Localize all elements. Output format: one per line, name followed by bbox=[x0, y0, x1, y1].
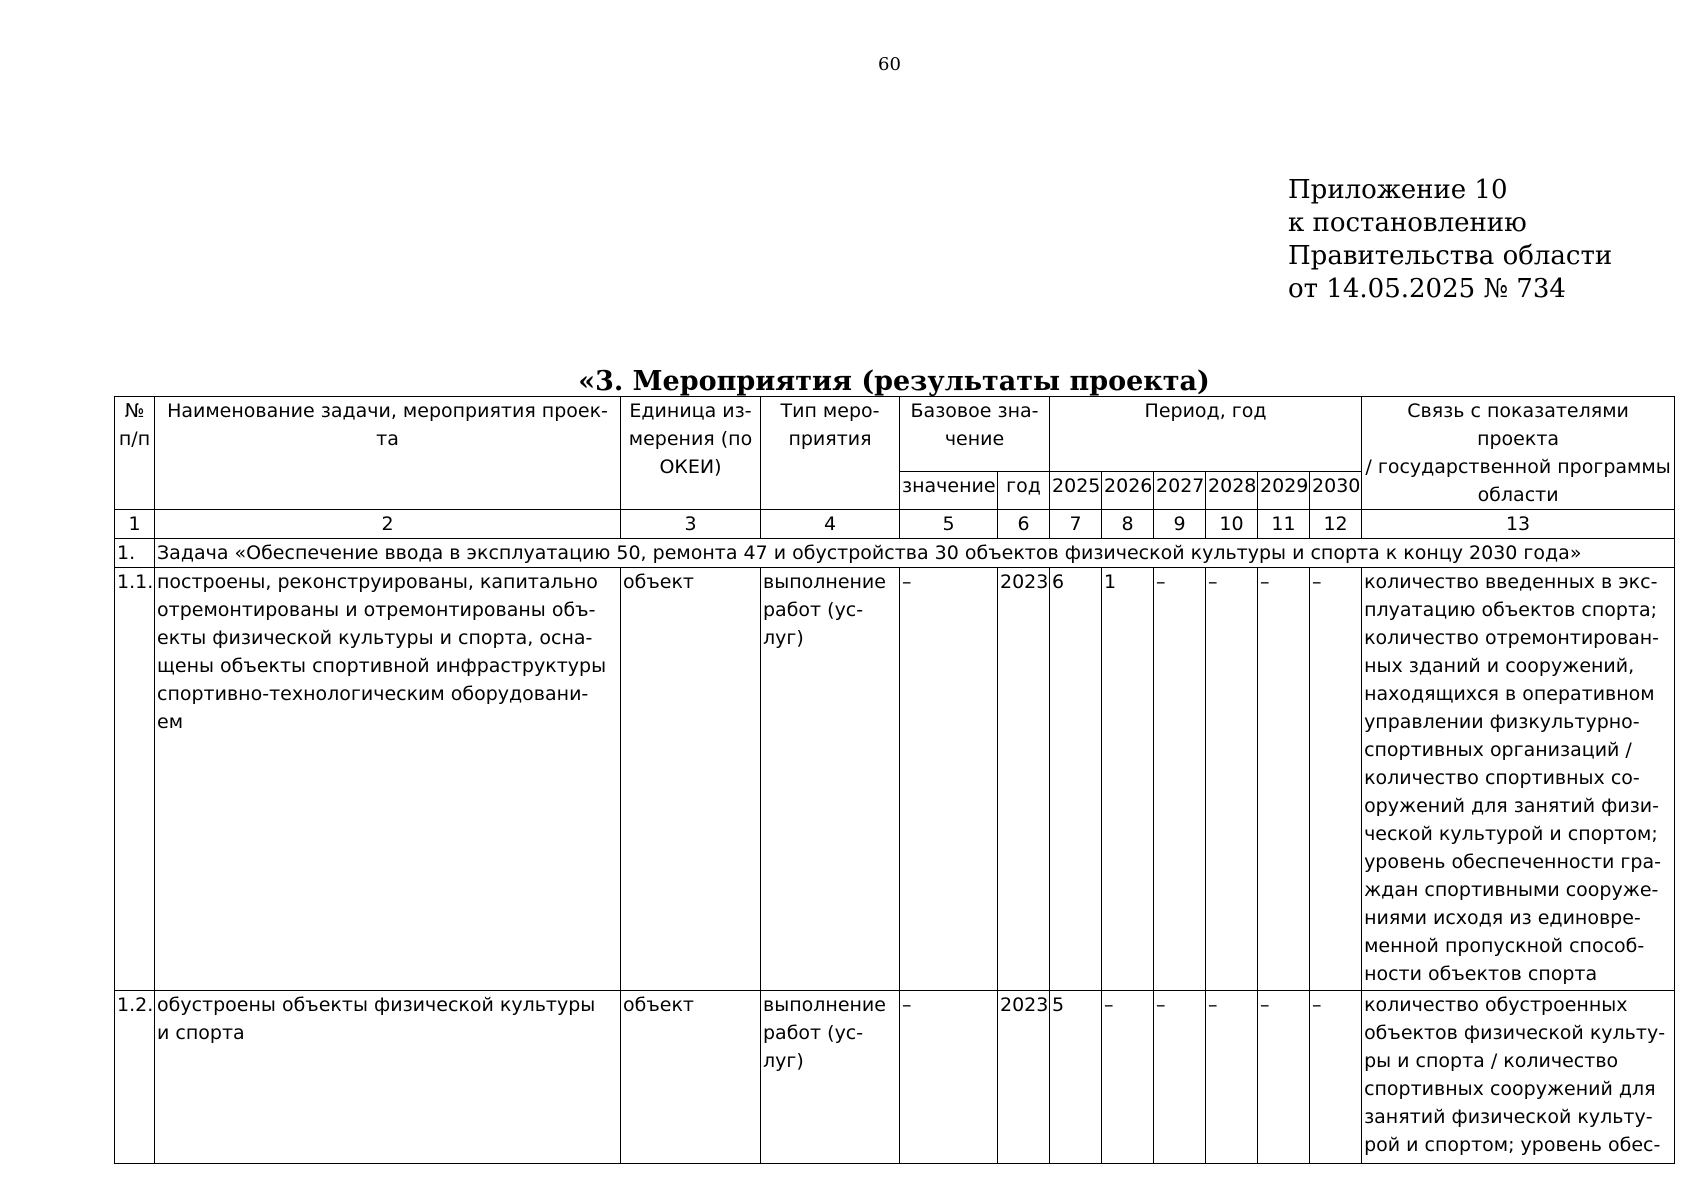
header-name: Наименование задачи, мероприятия проек- та bbox=[155, 397, 621, 510]
column-number: 10 bbox=[1206, 510, 1258, 539]
row-num: 1.2. bbox=[115, 991, 155, 1164]
column-number: 9 bbox=[1154, 510, 1206, 539]
row-year-value: 5 bbox=[1050, 991, 1102, 1164]
row-type: выполнение работ (ус- луг) bbox=[761, 991, 900, 1164]
appendix-line: от 14.05.2025 № 734 bbox=[1288, 274, 1566, 304]
header-year: 2027 bbox=[1154, 471, 1206, 509]
header-year: 2025 bbox=[1050, 471, 1102, 509]
header-type: Тип меро- приятия bbox=[761, 397, 900, 510]
row-unit: объект bbox=[621, 991, 761, 1164]
column-number: 4 bbox=[761, 510, 900, 539]
row-year-value: – bbox=[1154, 991, 1206, 1164]
row-year-value: – bbox=[1154, 568, 1206, 991]
task-num: 1. bbox=[115, 539, 155, 568]
header-year: 2030 bbox=[1310, 471, 1362, 509]
row-name: обустроены объекты физической культуры и спорта bbox=[155, 991, 621, 1164]
column-number-row bbox=[115, 510, 1675, 539]
appendix-line: Правительства области bbox=[1288, 241, 1613, 271]
column-number: 11 bbox=[1258, 510, 1310, 539]
row-base-year: 2023 bbox=[998, 568, 1050, 991]
column-number: 8 bbox=[1102, 510, 1154, 539]
header-unit: Единица из- мерения (по ОКЕИ) bbox=[621, 397, 761, 510]
row-link: количество введенных в экс- плуатацию объектов спорта; количество отремонтирован- ных зданий и сооружений, находящихся в оперативном управлении физкультурно- спортивных организаций / количество спортивных со- оружений для занятий физи- ческой культурой и спортом; уровень обеспеченности гра- ждан спортивными сооруже- ниями исходя из единовре- менной пропускной способ- ности объектов спорта bbox=[1362, 568, 1675, 991]
column-number: 12 bbox=[1310, 510, 1362, 539]
header-link: Связь с показателями проекта / государственной программы области bbox=[1362, 397, 1675, 510]
row-link: количество обустроенных объектов физической культу- ры и спорта / количество спортивных сооружений для занятий физической культу- рой и спортом; уровень обес- bbox=[1362, 991, 1675, 1164]
row-year-value: – bbox=[1258, 568, 1310, 991]
row-year-value: 1 bbox=[1102, 568, 1154, 991]
column-number: 7 bbox=[1050, 510, 1102, 539]
row-num: 1.1. bbox=[115, 568, 155, 991]
header-period: Период, год bbox=[1050, 397, 1362, 472]
row-year-value: – bbox=[1206, 568, 1258, 991]
task-row bbox=[115, 539, 1675, 568]
row-base-year: 2023 bbox=[998, 991, 1050, 1164]
header-year: 2028 bbox=[1206, 471, 1258, 509]
row-year-value: – bbox=[1206, 991, 1258, 1164]
table-row bbox=[115, 568, 1675, 991]
row-year-value: – bbox=[1102, 991, 1154, 1164]
appendix-line: Приложение 10 bbox=[1288, 175, 1508, 205]
header-base-year: год bbox=[998, 471, 1050, 509]
page-number: 60 bbox=[878, 54, 901, 75]
header-base: Базовое зна- чение bbox=[900, 397, 1050, 472]
column-number: 2 bbox=[155, 510, 621, 539]
measures-table bbox=[114, 396, 1675, 1164]
column-number: 6 bbox=[998, 510, 1050, 539]
row-name: построены, реконструированы, капитально отремонтированы и отремонтированы объ- екты физической культуры и спорта, осна- щены объекты спортивной инфраструктуры спортивно-технологическим оборудовани- ем bbox=[155, 568, 621, 991]
column-number: 3 bbox=[621, 510, 761, 539]
row-year-value: 6 bbox=[1050, 568, 1102, 991]
row-year-value: – bbox=[1310, 991, 1362, 1164]
header-year: 2026 bbox=[1102, 471, 1154, 509]
task-text: Задача «Обеспечение ввода в эксплуатацию 50, ремонта 47 и обустройства 30 объектов физической культуры и спорта к концу 2030 года» bbox=[155, 539, 1675, 568]
table-title: «3. Мероприятия (результаты проекта) bbox=[578, 366, 1210, 397]
column-number: 1 bbox=[115, 510, 155, 539]
row-year-value: – bbox=[1310, 568, 1362, 991]
header-base-value: значение bbox=[900, 471, 998, 509]
table-row bbox=[115, 991, 1675, 1164]
appendix-block bbox=[1288, 174, 1612, 306]
row-base-value: – bbox=[900, 568, 998, 991]
row-year-value: – bbox=[1258, 991, 1310, 1164]
row-unit: объект bbox=[621, 568, 761, 991]
column-number: 13 bbox=[1362, 510, 1675, 539]
appendix-line: к постановлению bbox=[1288, 208, 1527, 238]
column-number: 5 bbox=[900, 510, 998, 539]
row-base-value: – bbox=[900, 991, 998, 1164]
header-year: 2029 bbox=[1258, 471, 1310, 509]
row-type: выполнение работ (ус- луг) bbox=[761, 568, 900, 991]
header-num: № п/п bbox=[115, 397, 155, 510]
